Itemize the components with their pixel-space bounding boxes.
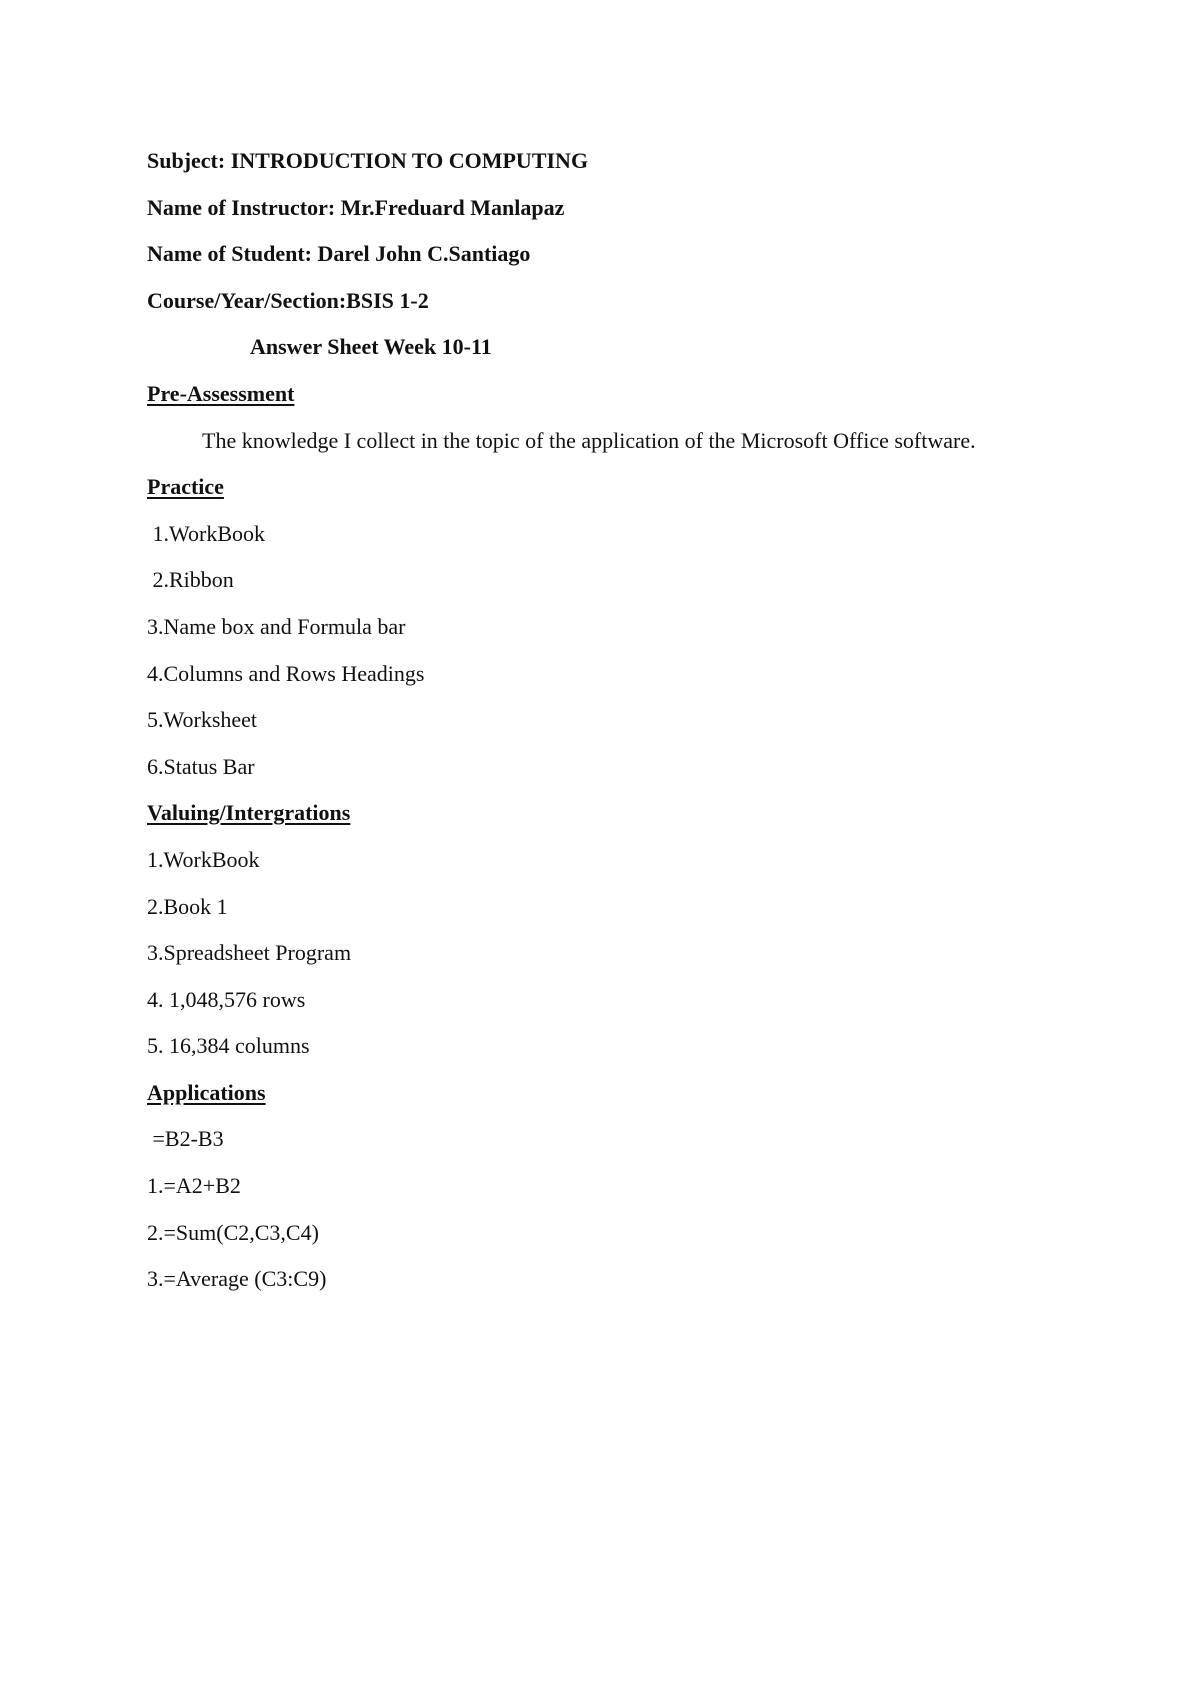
applications-item: =B2-B3 — [147, 1126, 224, 1152]
applications-item: 3.=Average (C3:C9) — [147, 1266, 327, 1292]
pre-assessment-heading: Pre-Assessment — [147, 380, 295, 406]
practice-item: 2.Ribbon — [147, 567, 234, 593]
applications-item: 2.=Sum(C2,C3,C4) — [147, 1219, 319, 1245]
practice-item: 4.Columns and Rows Headings — [147, 660, 425, 686]
sheet-title: Answer Sheet Week 10-11 — [250, 334, 492, 360]
practice-heading: Practice — [147, 474, 224, 500]
practice-item: 3.Name box and Formula bar — [147, 613, 406, 639]
valuing-heading: Valuing/Intergrations — [147, 800, 351, 826]
pre-assessment-text: The knowledge I collect in the topic of the application of the Microsoft Office software. — [202, 427, 976, 453]
valuing-item: 4. 1,048,576 rows — [147, 986, 306, 1012]
applications-item: 1.=A2+B2 — [147, 1173, 241, 1199]
subject-line: Subject: INTRODUCTION TO COMPUTING — [147, 148, 589, 173]
practice-item: 1.WorkBook — [147, 520, 266, 546]
valuing-item: 2.Book 1 — [147, 893, 228, 919]
valuing-item: 3.Spreadsheet Program — [147, 940, 352, 966]
answer-sheet-content — [147, 145, 1107, 1310]
course-line: Course/Year/Section:BSIS 1-2 — [147, 287, 429, 313]
practice-item: 5.Worksheet — [147, 707, 258, 733]
applications-heading: Applications — [147, 1079, 266, 1105]
valuing-item: 1.WorkBook — [147, 846, 260, 872]
instructor-line: Name of Instructor: Mr.Freduard Manlapaz — [147, 194, 565, 220]
student-line: Name of Student: Darel John C.Santiago — [147, 241, 531, 267]
valuing-item: 5. 16,384 columns — [147, 1033, 310, 1059]
practice-item: 6.Status Bar — [147, 753, 255, 779]
